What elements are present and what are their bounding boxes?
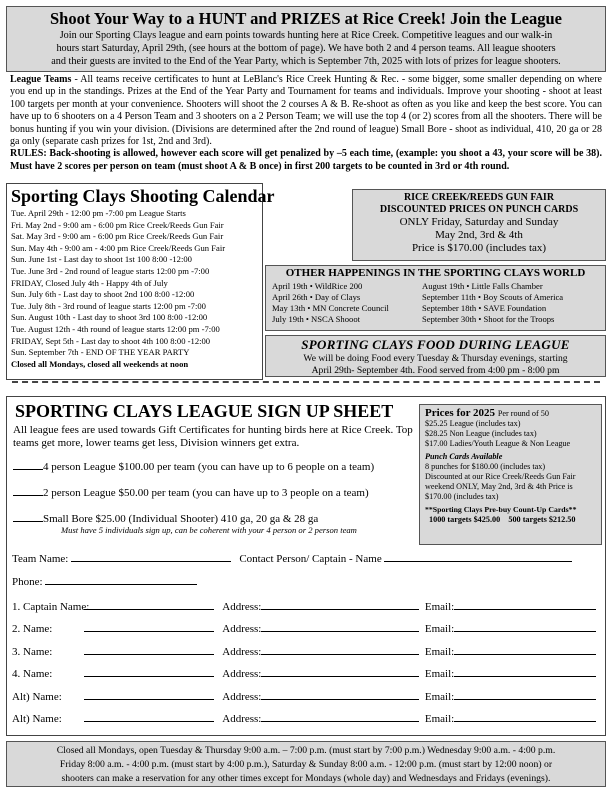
hours-line-2: Friday 8:00 a.m. - 4:00 p.m. (must start by 4:00 p.m.), Saturday & Sunday 8:00 a.m. - 12:00 p.m. (must start by 12:00 noon) or [59,759,553,770]
phone-label: Phone: [12,576,43,588]
member-name-field[interactable] [84,621,214,632]
gun-fair-subtitle: DISCOUNTED PRICES ON PUNCH CARDS [379,204,579,215]
option-4-person-blank[interactable] [13,459,43,470]
option-small-bore-label: Small Bore $25.00 (Individual Shooter) 410 ga, 20 ga & 28 ga [43,513,319,525]
member-label: 1. Captain Name: [12,601,90,613]
food-line-2: April 29th- September 4th. Food served from 4:00 pm - 8:00 pm [311,364,560,376]
gun-fair-price: Price is $170.00 (includes tax) [411,242,547,254]
option-2-person [13,485,369,500]
calendar-item: Sun. June 1st - Last day to shoot 1st 100 8:00 -12:00 [11,254,192,265]
shooting-calendar [6,183,275,380]
email-label: Email: [424,691,455,703]
league-teams-text: - All teams receive certificates to hunt at LeBlanc's Rice Creek Hunting & Rec. - some bigger, some smaller depending on where you end up in the standings. Prizes at the End of the Year Party and Tournament for teams and individuals. Improve your shooting - shoot at least 100 targets per month at your convenience. Shooters will shoot the 2 courses A & B. Re-shoot as often as you like and keep the best score. You can have up to 6 shooters on a 4 Person Team and 3 shooters on a 2 Person Team; we will use the top 4 (or 2) scores from all the shooters. There will be bonus hunting if you win your division. (Divisions are determined after the 2nd round of league) Small Bore - shoot as individual, 410, 20 ga or 28 ga only (separate cash prizes for 1st, 2nd and 3rd). [10,74,602,148]
signup-title: SPORTING CLAYS LEAGUE SIGN UP SHEET [15,401,394,421]
member-label: 4. Name: [12,668,53,680]
header-line-1: Join our Sporting Clays league and earn points towards hunting here at Rice Creek. Competitive leagues and our walk-in [59,30,553,41]
event-item: April 19th • WildRice 200 [272,281,363,291]
punch-cards-title: Punch Cards Available [425,452,503,461]
prebuy-title: **Sporting Clays Pre-buy Count-Up Cards** [425,505,577,514]
calendar-item: Tue. August 12th - 4th round of league starts 12:00 pm -7:00 [11,323,220,334]
address-label: Address: [222,601,262,613]
event-item: July 19th • NSCA Shooot [272,314,361,324]
team-name-row [12,551,572,566]
header-line-2: hours start Saturday, April 29th, (see hours at the bottom of page). We have both 2 and 4 person teams. All league shooters [56,43,556,54]
calendar-title: Sporting Clays Shooting Calendar [11,186,275,206]
email-field[interactable] [454,644,596,655]
prices-title-text: Prices for 2025 [425,407,496,419]
email-field[interactable] [454,666,596,677]
phone-row [12,574,197,589]
cut-line [12,381,600,383]
gun-fair-box [352,189,606,261]
calendar-item: Sun. September 7th - END OF THE YEAR PARTY [11,347,190,358]
calendar-closed-note: Closed all Mondays, closed all weekends at noon [11,358,189,369]
prices-box [419,404,602,545]
signup-note: Must have 5 individuals sign up, can be coherent with your 4 person or 2 person team [61,525,357,535]
event-item: May 13th • MN Concrete Council [272,303,389,313]
email-field[interactable] [454,621,596,632]
address-field[interactable] [261,644,419,655]
option-2-person-blank[interactable] [13,485,43,496]
punch-line: 8 punches for $180.00 (includes tax) [425,462,546,471]
gun-fair-title: RICE CREEK/REEDS GUN FAIR [403,192,555,203]
food-box [265,335,606,377]
member-name-field[interactable] [84,666,214,677]
calendar-item: FRIDAY, Sept 5th - Last day to shoot 4th 100 8:00 -12:00 [11,335,211,346]
option-small-bore [13,511,318,526]
event-item: September 18th • SAVE Foundation [422,303,547,313]
price-line: $28.25 Non League (includes tax) [425,429,537,438]
address-label: Address: [222,668,262,680]
calendar-list [11,208,258,370]
option-2-person-label: 2 person League $50.00 per team (you can have up to 3 people on a team) [43,487,369,499]
member-label: 2. Name: [12,623,53,635]
event-item: September 11th • Boy Scouts of America [422,292,564,302]
gun-fair-dates: May 2nd, 3rd & 4th [435,229,523,241]
header-banner [6,6,606,72]
punch-line: Discounted at our Rice Creek/Reeds Gun Fair weekend ONLY, May 2nd, 3rd & 4th Price is $170.00 (includes tax) [425,472,576,501]
league-teams-label: League Teams [10,74,72,85]
email-label: Email: [424,713,455,725]
calendar-item: Tue. July 8th - 3rd round of league starts 12:00 pm -7:00 [11,300,206,311]
address-field[interactable] [261,621,419,632]
email-label: Email: [424,646,455,658]
league-teams-section [10,74,602,173]
address-label: Address: [222,646,262,658]
address-field[interactable] [261,666,419,677]
member-row [12,621,596,636]
member-name-field[interactable] [84,689,214,700]
team-name-field[interactable] [71,551,231,562]
prebuy-prices: 1000 targets $425.00 500 targets $212.50 [429,515,576,524]
other-happenings-list [272,281,599,325]
address-label: Address: [222,623,262,635]
option-4-person-label: 4 person League $100.00 per team (you can have up to 6 people on a team) [43,461,375,473]
team-name-label: Team Name: [12,553,69,565]
member-name-field[interactable] [84,599,214,610]
prices-title [425,408,596,419]
hours-line-1: Closed all Mondays, open Tuesday & Thursday 9:00 a.m. – 7:00 p.m. (must start by 7:00 p.m.) Wednesday 9:00 a.m. - 4:00 p.m. [56,745,556,756]
calendar-item: Sun. August 10th - Last day to shoot 3rd 100 8:00 -12:00 [11,312,208,323]
food-title: SPORTING CLAYS FOOD DURING LEAGUE [301,337,570,352]
hours-line-3: shooters can make a reservation for any other times except for Mondays (whole day) and Wednesdays and Fridays (evenings). [61,773,551,784]
gun-fair-days: ONLY Friday, Saturday and Sunday [399,216,559,228]
event-item: April 26th • Day of Clays [272,292,361,302]
calendar-item: Sun. May 4th - 9:00 am - 4:00 pm Rice Creek/Reeds Gun Fair [11,242,226,253]
food-line-1: We will be doing Food every Tuesday & Thursday evenings, starting [303,353,568,364]
calendar-item: Fri. May 2nd - 9:00 am - 6:00 pm Rice Creek/Reeds Gun Fair [11,219,224,230]
other-happenings-title: OTHER HAPPENINGS IN THE SPORTING CLAYS WORLD [285,267,586,279]
price-line: $25.25 League (includes tax) [425,419,521,428]
other-happenings-box [265,265,606,331]
email-label: Email: [424,601,455,613]
contact-field[interactable] [384,551,572,562]
address-label: Address: [222,691,262,703]
address-field[interactable] [261,689,419,700]
option-small-bore-blank[interactable] [13,511,43,522]
calendar-item: Tue. April 29th - 12:00 pm -7:00 pm League Starts [11,208,186,218]
address-field[interactable] [261,711,419,722]
header-line-3: and their guests are invited to the End of the Year Party, which is September 7th, 2025 with lots of prizes for league shooters. [51,56,561,67]
event-item: August 19th • Little Falls Chamber [422,281,543,291]
member-row [12,644,596,659]
member-row [12,689,596,704]
member-name-field[interactable] [84,644,214,655]
price-line: $17.00 Ladies/Youth League & Non League [425,439,571,448]
prices-title-suffix: Per round of 50 [497,409,549,418]
contact-label: Contact Person/ Captain - Name [239,553,382,565]
calendar-item: Sun. July 6th - Last day to shoot 2nd 100 8:00 -12:00 [11,289,195,300]
email-label: Email: [424,623,455,635]
header-title: Shoot Your Way to a HUNT and PRIZES at Rice Creek! Join the League [50,9,562,28]
option-4-person [13,459,374,474]
member-row [12,599,596,614]
member-name-field[interactable] [84,711,214,722]
member-label: Alt) Name: [12,713,62,725]
calendar-item: FRIDAY, Closed July 4th - Happy 4th of July [11,277,168,288]
event-item: September 30th • Shoot for the Troops [422,314,555,324]
member-row [12,711,596,726]
calendar-item: Sat. May 3rd - 9:00 am - 6:00 pm Rice Creek/Reeds Gun Fair [11,231,224,242]
hours-footer [6,741,606,787]
phone-field[interactable] [45,574,197,585]
signup-intro: All league fees are used towards Gift Certificates for hunting birds here at Rice Creek. Top teams get more, lower teams get less, Division winners get extra. [13,424,413,449]
address-field[interactable] [261,599,419,610]
email-field[interactable] [454,689,596,700]
email-field[interactable] [454,711,596,722]
league-rules: RULES: Back-shooting is allowed, however each score will get penalized by –5 each time, (example: you shoot a 43, your score will be 38). Must have 2 scores per person on team (must shoot A & B once) in first 200 targets to be counted in 3rd or 4th round. [10,148,602,172]
member-label: 3. Name: [12,646,53,658]
email-field[interactable] [454,599,596,610]
address-label: Address: [222,713,262,725]
email-label: Email: [424,668,455,680]
calendar-item: Tue. June 3rd - 2nd round of league starts 12:00 pm -7:00 [11,265,210,276]
member-row [12,666,596,681]
member-label: Alt) Name: [12,691,62,703]
